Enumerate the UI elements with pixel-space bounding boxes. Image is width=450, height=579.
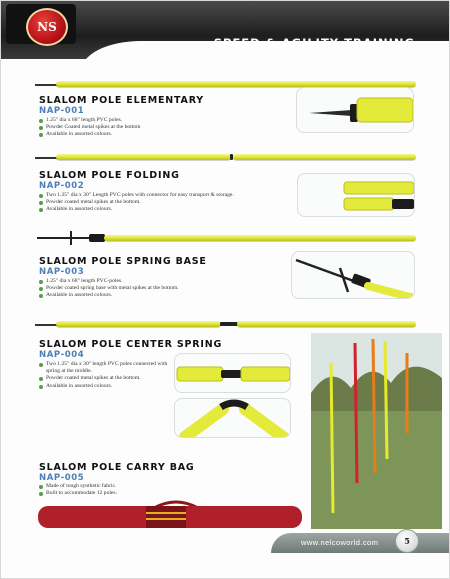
pole-spike: [35, 84, 57, 86]
feature-item: Two 1.25" dia x 30" length PVC poles connected with spring at the middle.: [39, 361, 169, 375]
feature-list: [39, 192, 289, 214]
feature-list: [39, 483, 117, 497]
feature-item: Available in assorted colours.: [39, 206, 289, 213]
pole-spike: [35, 324, 57, 326]
product-code: NAP-003: [39, 267, 85, 277]
center-spring-straight-illustration: [175, 354, 291, 393]
spike-detail-box: [296, 87, 414, 133]
center-spring-detail-box: [174, 353, 291, 393]
spring-base-spike: [37, 229, 107, 247]
feature-item: Available in assorted colours.: [39, 383, 169, 390]
spike-detail-illustration: [297, 88, 414, 133]
product-title: SLALOM POLE SPRING BASE: [39, 256, 207, 267]
footer-website-link[interactable]: www.nelcoworld.com: [301, 538, 379, 547]
logo-text: NS: [37, 20, 57, 34]
feature-item: Available in assorted colours.: [39, 292, 289, 299]
spring-detail-box: [291, 251, 415, 299]
pole-spring-base-image: [104, 235, 416, 241]
feature-item: Powder coated metal spikes at the bottom.: [39, 375, 169, 382]
connector-detail-illustration: [298, 174, 415, 217]
feature-item: Powder coated metal spikes at the bottom.: [39, 199, 289, 206]
page-title: SPEED & AGILITY TRAINING: [213, 36, 415, 50]
center-spring-bent-illustration: [175, 399, 291, 438]
spring-detail-illustration: [292, 252, 415, 299]
pole-center-left: [56, 321, 221, 327]
center-spring: [220, 322, 238, 326]
feature-item: Powder Coated metal spikes at the bottom: [39, 124, 140, 131]
product-title: SLALOM POLE ELEMENTARY: [39, 95, 204, 106]
carry-bag-image: [36, 498, 306, 532]
feature-list: [39, 117, 140, 139]
product-code: NAP-002: [39, 181, 85, 191]
brand-logo: [26, 8, 68, 46]
pole-spike: [35, 157, 57, 159]
logo-background: [6, 4, 76, 44]
feature-item: 1.25" dia x 68" length PVC poles.: [39, 117, 140, 124]
product-code: NAP-004: [39, 350, 85, 360]
feature-item: Powder coated spring base with metal spikes at the bottom.: [39, 285, 289, 292]
product-title: SLALOM POLE FOLDING: [39, 170, 180, 181]
feature-item: Two 1.25" dia x 30" Length PVC poles with connector for easy transport & storage.: [39, 192, 289, 199]
feature-list: [39, 278, 289, 300]
product-code: NAP-001: [39, 106, 85, 116]
product-code: NAP-005: [39, 473, 85, 483]
product-title: SLALOM POLE CENTER SPRING: [39, 339, 223, 350]
pole-folding-right: [233, 154, 416, 160]
pole-folding-left: [56, 154, 231, 160]
field-photo: [311, 333, 442, 529]
feature-item: Available in assorted colours.: [39, 131, 140, 138]
feature-item: Made of tough synthetic fabric.: [39, 483, 117, 490]
feature-item: 1.25" dia x 68" length PVC-poles.: [39, 278, 289, 285]
feature-list: [39, 361, 169, 390]
feature-item: Built to accommodate 12 poles.: [39, 490, 117, 497]
product-title: SLALOM POLE CARRY BAG: [39, 462, 195, 473]
field-photo-illustration: [311, 333, 442, 529]
center-spring-bent-box: [174, 398, 291, 438]
pole-center-right: [237, 321, 416, 327]
connector-detail-box: [297, 173, 415, 217]
page-number: 5: [395, 529, 419, 553]
